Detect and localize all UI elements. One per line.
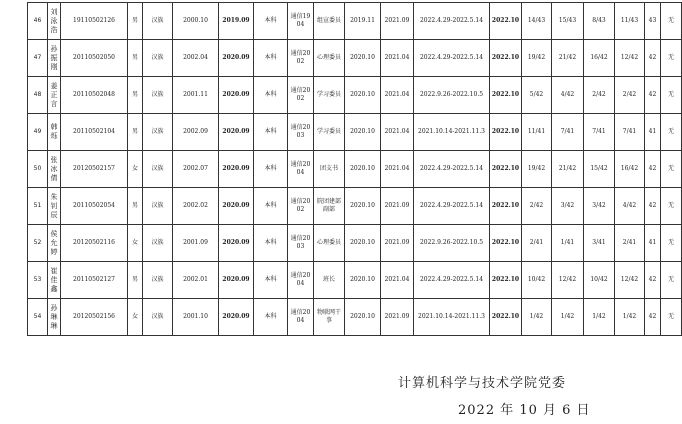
position-end-cell: 2021.04 [381, 262, 414, 299]
degree-cell: 本科 [254, 299, 288, 336]
rank-4-cell: 2/42 [615, 77, 645, 114]
class-name-cell: 通信2002 [288, 40, 314, 77]
rank-1-cell: 1/42 [522, 299, 552, 336]
student-name-cell [48, 40, 61, 77]
position-end-cell: 2021.04 [381, 114, 414, 151]
student-name-cell [48, 225, 61, 262]
class-total-cell: 43 [645, 3, 661, 40]
rank-2-cell: 1/41 [552, 225, 584, 262]
class-total-cell: 41 [645, 225, 661, 262]
violation-flag-cell: 无 [661, 3, 682, 40]
rank-3-cell: 3/41 [584, 225, 615, 262]
class-name-cell: 通信1904 [288, 3, 314, 40]
violation-flag-cell: 无 [661, 262, 682, 299]
row-index-cell: 49 [28, 114, 48, 151]
review-date-cell: 2022.10 [490, 40, 522, 77]
ethnicity-cell: 汉族 [143, 77, 173, 114]
rank-1-cell: 5/42 [522, 77, 552, 114]
student-name-cell [48, 151, 61, 188]
gender-cell: 男 [128, 77, 143, 114]
class-total-cell: 42 [645, 77, 661, 114]
class-total-cell: 42 [645, 151, 661, 188]
enrollment-date-cell: 2020.09 [219, 114, 254, 151]
rank-1-cell: 10/42 [522, 262, 552, 299]
violation-flag-cell: 无 [661, 40, 682, 77]
position-cell: 学习委员 [314, 114, 345, 151]
review-date-cell: 2022.10 [490, 151, 522, 188]
table-row [28, 77, 682, 114]
class-name-cell: 通信2003 [288, 225, 314, 262]
violation-flag-cell: 无 [661, 77, 682, 114]
enrollment-date-cell: 2020.09 [219, 40, 254, 77]
enrollment-date-cell: 2020.09 [219, 151, 254, 188]
table-row [28, 262, 682, 299]
student-name: 侯允婷 [50, 229, 58, 256]
gender-cell: 男 [128, 262, 143, 299]
ethnicity-cell: 汉族 [143, 225, 173, 262]
training-period-cell: 2022.9.26-2022.10.5 [414, 77, 490, 114]
position-end-cell: 2021.09 [381, 3, 414, 40]
review-date-cell: 2022.10 [490, 262, 522, 299]
ethnicity-cell: 汉族 [143, 188, 173, 225]
student-name: 朱钊辰 [50, 192, 58, 219]
gender-cell: 男 [128, 114, 143, 151]
student-name: 孙琳琳 [50, 303, 58, 330]
student-id-cell: 20110502054 [61, 188, 128, 225]
degree-cell: 本科 [254, 225, 288, 262]
class-name-cell: 通信2004 [288, 151, 314, 188]
position-cell: 心理委员 [314, 225, 345, 262]
birth-date-cell: 2001.09 [173, 225, 219, 262]
position-start-cell: 2020.10 [345, 188, 381, 225]
class-name-cell: 通信2003 [288, 114, 314, 151]
birth-date-cell: 2002.02 [173, 188, 219, 225]
footer-date: 2022 年 10 月 6 日 [458, 403, 591, 418]
review-date-cell: 2022.10 [490, 299, 522, 336]
training-period-cell: 2022.4.29-2022.5.14 [414, 40, 490, 77]
birth-date-cell: 2002.09 [173, 114, 219, 151]
violation-flag-cell: 无 [661, 114, 682, 151]
position-cell: 班长 [314, 262, 345, 299]
table-row [28, 151, 682, 188]
rank-3-cell: 15/42 [584, 151, 615, 188]
training-period-cell: 2022.9.26-2022.10.5 [414, 225, 490, 262]
birth-date-cell: 2002.07 [173, 151, 219, 188]
student-name-cell [48, 262, 61, 299]
rank-3-cell: 1/42 [584, 299, 615, 336]
position-start-cell: 2020.10 [345, 262, 381, 299]
birth-date-cell: 2002.01 [173, 262, 219, 299]
rank-1-cell: 19/42 [522, 40, 552, 77]
rank-3-cell: 2/42 [584, 77, 615, 114]
position-cell: 组宣委员 [314, 3, 345, 40]
rank-1-cell: 2/42 [522, 188, 552, 225]
rank-1-cell: 19/42 [522, 151, 552, 188]
student-name: 崔佳鑫 [50, 266, 58, 293]
degree-cell: 本科 [254, 40, 288, 77]
rank-2-cell: 15/43 [552, 3, 584, 40]
rank-3-cell: 16/42 [584, 40, 615, 77]
class-total-cell: 42 [645, 262, 661, 299]
rank-4-cell: 16/42 [615, 151, 645, 188]
enrollment-date-cell: 2020.09 [219, 77, 254, 114]
gender-cell: 女 [128, 299, 143, 336]
degree-cell: 本科 [254, 188, 288, 225]
enrollment-date-cell: 2019.09 [219, 3, 254, 40]
degree-cell: 本科 [254, 262, 288, 299]
rank-4-cell: 12/42 [615, 262, 645, 299]
student-name-cell [48, 114, 61, 151]
row-index-cell: 52 [28, 225, 48, 262]
row-index-cell: 50 [28, 151, 48, 188]
row-index-cell: 47 [28, 40, 48, 77]
ethnicity-cell: 汉族 [143, 262, 173, 299]
violation-flag-cell: 无 [661, 225, 682, 262]
row-index-cell: 46 [28, 3, 48, 40]
enrollment-date-cell: 2020.09 [219, 188, 254, 225]
ethnicity-cell: 汉族 [143, 151, 173, 188]
violation-flag-cell: 无 [661, 188, 682, 225]
table-row [28, 40, 682, 77]
training-period-cell: 2021.10.14-2021.11.3 [414, 299, 490, 336]
training-period-cell: 2022.4.29-2022.5.14 [414, 3, 490, 40]
enrollment-date-cell: 2020.09 [219, 262, 254, 299]
student-name-cell [48, 3, 61, 40]
rank-1-cell: 14/43 [522, 3, 552, 40]
student-id-cell: 20110502048 [61, 77, 128, 114]
position-end-cell: 2021.09 [381, 225, 414, 262]
rank-2-cell: 1/42 [552, 299, 584, 336]
ethnicity-cell: 汉族 [143, 40, 173, 77]
class-name-cell: 通信2002 [288, 77, 314, 114]
position-start-cell: 2020.10 [345, 40, 381, 77]
class-total-cell: 41 [645, 114, 661, 151]
table-row [28, 225, 682, 262]
review-date-cell: 2022.10 [490, 114, 522, 151]
enrollment-date-cell: 2020.09 [219, 299, 254, 336]
rank-1-cell: 2/41 [522, 225, 552, 262]
position-start-cell: 2019.11 [345, 3, 381, 40]
enrollment-date-cell: 2020.09 [219, 225, 254, 262]
gender-cell: 男 [128, 188, 143, 225]
student-name: 刘泳浩 [50, 7, 58, 34]
rank-2-cell: 12/42 [552, 262, 584, 299]
birth-date-cell: 2002.04 [173, 40, 219, 77]
ethnicity-cell: 汉族 [143, 299, 173, 336]
review-date-cell: 2022.10 [490, 3, 522, 40]
class-total-cell: 42 [645, 40, 661, 77]
student-name: 孙振刚 [50, 44, 58, 71]
ethnicity-cell: 汉族 [143, 3, 173, 40]
roster-body [28, 3, 682, 336]
gender-cell: 男 [128, 3, 143, 40]
student-name: 张冰倩 [50, 155, 58, 182]
violation-flag-cell: 无 [661, 151, 682, 188]
position-end-cell: 2021.09 [381, 188, 414, 225]
student-id-cell: 20110502127 [61, 262, 128, 299]
position-cell: 团支书 [314, 151, 345, 188]
row-index-cell: 51 [28, 188, 48, 225]
student-id-cell: 20110502104 [61, 114, 128, 151]
class-total-cell: 42 [645, 299, 661, 336]
student-id-cell: 20120502157 [61, 151, 128, 188]
gender-cell: 女 [128, 225, 143, 262]
position-cell: 学习委员 [314, 77, 345, 114]
roster-table [27, 2, 682, 336]
rank-4-cell: 1/42 [615, 299, 645, 336]
review-date-cell: 2022.10 [490, 77, 522, 114]
training-period-cell: 2021.10.14-2021.11.3 [414, 114, 490, 151]
position-start-cell: 2020.10 [345, 151, 381, 188]
footer-organization: 计算机科学与技术学院党委 [398, 376, 567, 391]
student-id-cell: 20120502116 [61, 225, 128, 262]
student-name-cell [48, 188, 61, 225]
position-start-cell: 2020.10 [345, 77, 381, 114]
gender-cell: 女 [128, 151, 143, 188]
position-start-cell: 2020.10 [345, 114, 381, 151]
student-name-cell [48, 77, 61, 114]
class-name-cell: 通信2004 [288, 262, 314, 299]
review-date-cell: 2022.10 [490, 188, 522, 225]
rank-2-cell: 21/42 [552, 151, 584, 188]
training-period-cell: 2022.4.29-2022.5.14 [414, 151, 490, 188]
table-row [28, 299, 682, 336]
rank-2-cell: 3/42 [552, 188, 584, 225]
row-index-cell: 53 [28, 262, 48, 299]
rank-1-cell: 11/41 [522, 114, 552, 151]
class-name-cell: 通信2004 [288, 299, 314, 336]
rank-3-cell: 3/42 [584, 188, 615, 225]
rank-3-cell: 7/41 [584, 114, 615, 151]
birth-date-cell: 2001.10 [173, 299, 219, 336]
violation-flag-cell: 无 [661, 299, 682, 336]
table-row [28, 188, 682, 225]
position-end-cell: 2021.04 [381, 77, 414, 114]
row-index-cell: 54 [28, 299, 48, 336]
position-cell: 心理委员 [314, 40, 345, 77]
degree-cell: 本科 [254, 151, 288, 188]
position-end-cell: 2021.09 [381, 299, 414, 336]
gender-cell: 男 [128, 40, 143, 77]
student-name: 姜正言 [50, 81, 58, 108]
rank-3-cell: 8/43 [584, 3, 615, 40]
student-id-cell: 19110502126 [61, 3, 128, 40]
position-cell: 物联网干事 [314, 299, 345, 336]
degree-cell: 本科 [254, 114, 288, 151]
rank-4-cell: 7/41 [615, 114, 645, 151]
birth-date-cell: 2001.11 [173, 77, 219, 114]
rank-4-cell: 4/42 [615, 188, 645, 225]
student-name-cell [48, 299, 61, 336]
degree-cell: 本科 [254, 3, 288, 40]
ethnicity-cell: 汉族 [143, 114, 173, 151]
table-row [28, 114, 682, 151]
rank-2-cell: 4/42 [552, 77, 584, 114]
birth-date-cell: 2000.10 [173, 3, 219, 40]
table-row [28, 3, 682, 40]
review-date-cell: 2022.10 [490, 225, 522, 262]
student-name: 韩烁 [50, 123, 58, 140]
student-id-cell: 20120502156 [61, 299, 128, 336]
degree-cell: 本科 [254, 77, 288, 114]
rank-4-cell: 2/41 [615, 225, 645, 262]
student-id-cell: 20110502050 [61, 40, 128, 77]
row-index-cell: 48 [28, 77, 48, 114]
position-start-cell: 2020.10 [345, 299, 381, 336]
rank-2-cell: 7/41 [552, 114, 584, 151]
class-total-cell: 42 [645, 188, 661, 225]
position-cell: 院团建部副部 [314, 188, 345, 225]
training-period-cell: 2022.4.29-2022.5.14 [414, 188, 490, 225]
rank-4-cell: 11/43 [615, 3, 645, 40]
class-name-cell: 通信2002 [288, 188, 314, 225]
training-period-cell: 2022.4.29-2022.5.14 [414, 262, 490, 299]
rank-2-cell: 21/42 [552, 40, 584, 77]
position-end-cell: 2021.04 [381, 151, 414, 188]
position-end-cell: 2021.04 [381, 40, 414, 77]
rank-4-cell: 12/42 [615, 40, 645, 77]
rank-3-cell: 10/42 [584, 262, 615, 299]
position-start-cell: 2020.10 [345, 225, 381, 262]
